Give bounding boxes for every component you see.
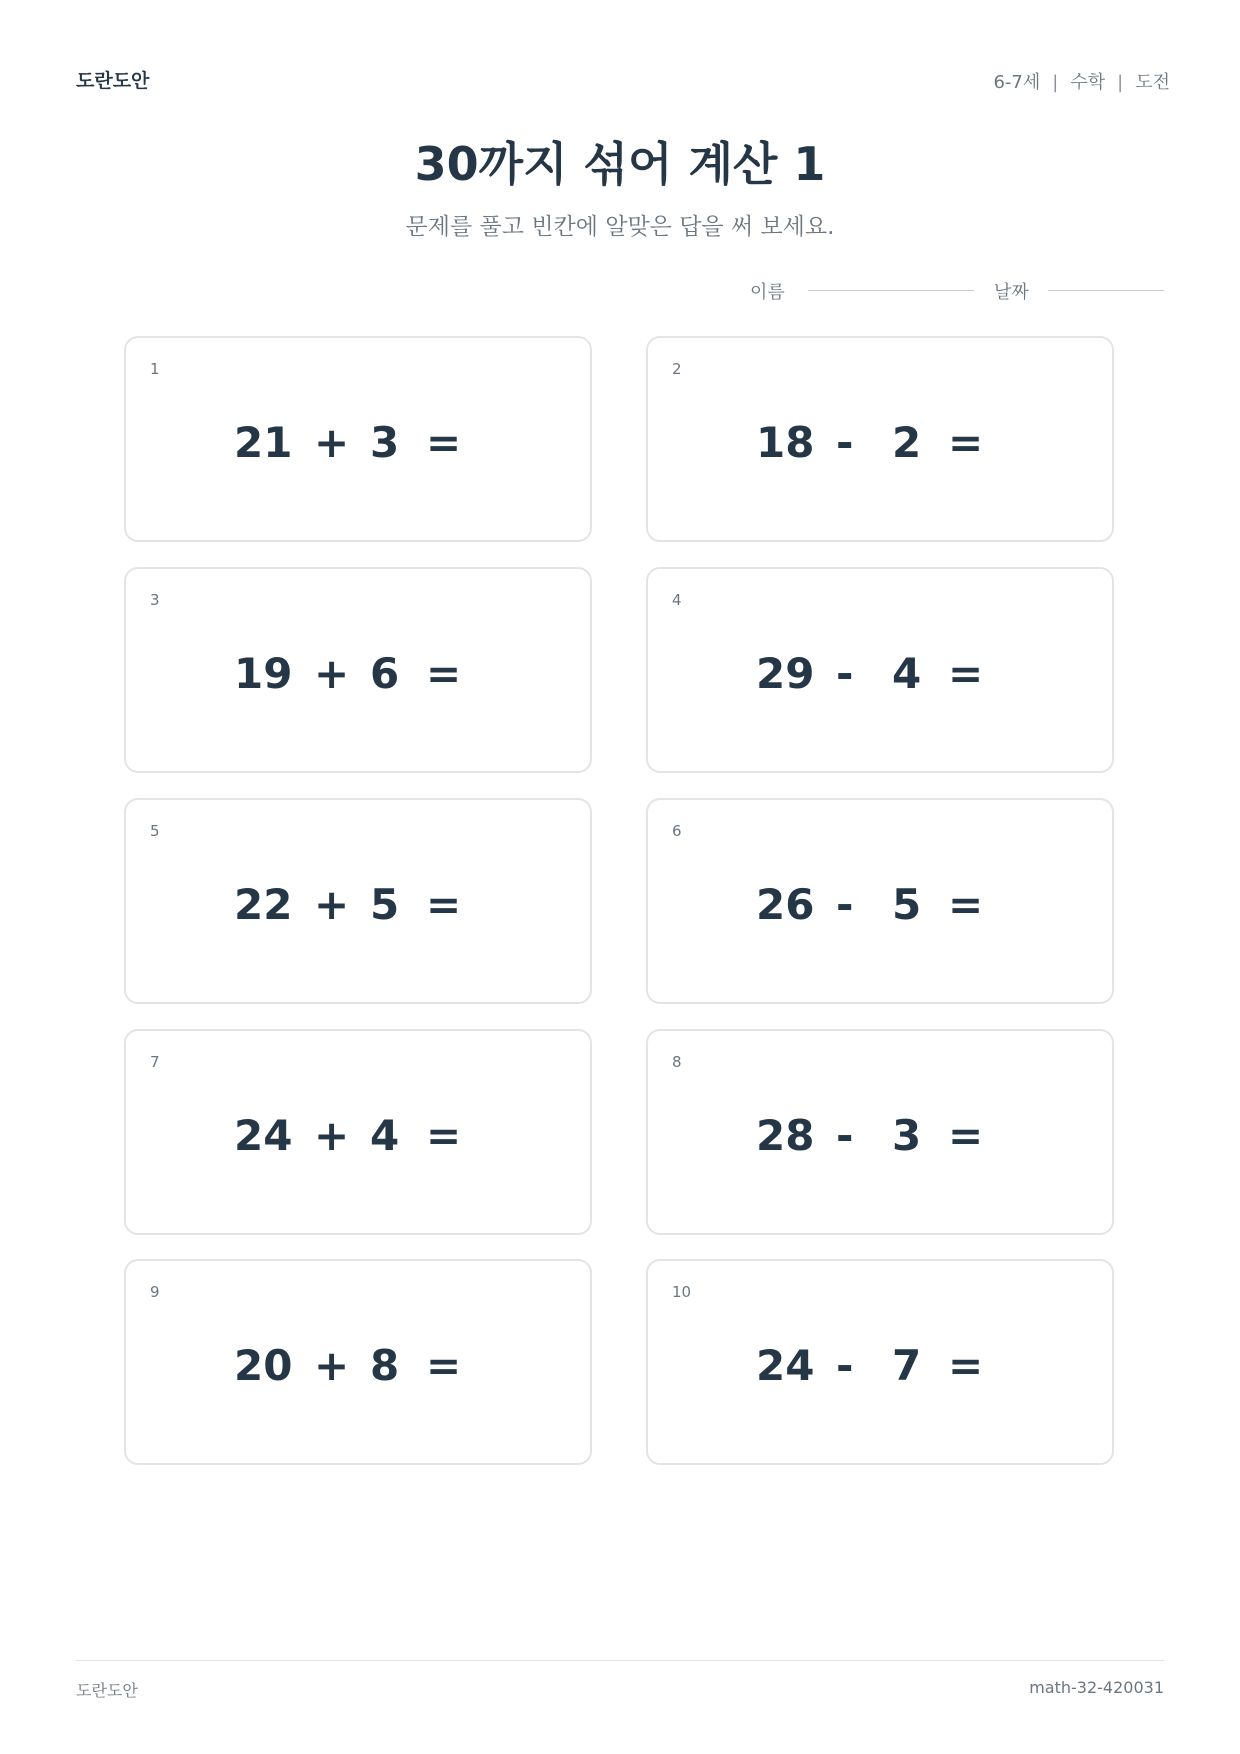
problem-number: 6 (672, 822, 682, 840)
equals-sign: = (948, 418, 984, 467)
subject-label: 수학 (1070, 72, 1106, 93)
operator: + (314, 1111, 350, 1160)
first-operand: 18 (756, 418, 815, 467)
second-operand: 3 (370, 418, 400, 467)
problem-number: 4 (672, 591, 682, 609)
equals-sign: = (426, 418, 462, 467)
first-operand: 29 (756, 649, 815, 698)
date-label: 날짜 (994, 282, 1029, 303)
first-operand: 24 (234, 1111, 293, 1160)
equals-sign: = (948, 1341, 984, 1390)
second-operand: 5 (892, 880, 922, 929)
problem-card (124, 1029, 592, 1235)
operator: - (836, 880, 854, 929)
operator: - (836, 1341, 854, 1390)
problem-card (124, 1259, 592, 1465)
brand-logo-text: 도란도안 (76, 70, 150, 92)
operator: + (314, 1341, 350, 1390)
problem-card (646, 1259, 1114, 1465)
answer-blank[interactable] (466, 1345, 556, 1389)
page-title: 30까지 섞어 계산 1 (414, 137, 826, 191)
age-label: 6-7세 (993, 72, 1041, 93)
answer-blank[interactable] (988, 1345, 1078, 1389)
first-operand: 24 (756, 1341, 815, 1390)
operator: + (314, 880, 350, 929)
meta-separator: | (1052, 72, 1059, 93)
first-operand: 22 (234, 880, 293, 929)
equals-sign: = (948, 1111, 984, 1160)
answer-blank[interactable] (988, 653, 1078, 697)
second-operand: 4 (370, 1111, 400, 1160)
second-operand: 7 (892, 1341, 922, 1390)
name-field[interactable] (808, 290, 974, 291)
problem-number: 2 (672, 360, 682, 378)
first-operand: 19 (234, 649, 293, 698)
second-operand: 2 (892, 418, 922, 467)
answer-blank[interactable] (466, 884, 556, 928)
equals-sign: = (948, 880, 984, 929)
equals-sign: = (426, 649, 462, 698)
problem-card (124, 567, 592, 773)
equals-sign: = (948, 649, 984, 698)
date-field[interactable] (1048, 290, 1164, 291)
second-operand: 5 (370, 880, 400, 929)
answer-blank[interactable] (466, 1115, 556, 1159)
answer-blank[interactable] (988, 884, 1078, 928)
answer-blank[interactable] (988, 422, 1078, 466)
problem-number: 9 (150, 1283, 160, 1301)
answer-blank[interactable] (466, 653, 556, 697)
problem-number: 1 (150, 360, 160, 378)
worksheet-code: math-32-420031 (1029, 1678, 1164, 1697)
equals-sign: = (426, 880, 462, 929)
name-label: 이름 (750, 282, 785, 303)
second-operand: 4 (892, 649, 922, 698)
problem-number: 3 (150, 591, 160, 609)
problem-number: 10 (672, 1283, 692, 1301)
second-operand: 8 (370, 1341, 400, 1390)
problem-card (646, 1029, 1114, 1235)
second-operand: 6 (370, 649, 400, 698)
first-operand: 26 (756, 880, 815, 929)
operator: + (314, 418, 350, 467)
problem-number: 8 (672, 1053, 682, 1071)
problem-number: 7 (150, 1053, 160, 1071)
second-operand: 3 (892, 1111, 922, 1160)
instructions: 문제를 풀고 빈칸에 알맞은 답을 써 보세요. (405, 214, 835, 240)
meta-separator: | (1117, 72, 1124, 93)
first-operand: 20 (234, 1341, 293, 1390)
operator: - (836, 649, 854, 698)
worksheet-meta (993, 68, 1170, 94)
answer-blank[interactable] (988, 1115, 1078, 1159)
problem-card (646, 567, 1114, 773)
equals-sign: = (426, 1341, 462, 1390)
first-operand: 21 (234, 418, 293, 467)
operator: + (314, 649, 350, 698)
level-label: 도전 (1135, 72, 1170, 93)
problem-card (646, 798, 1114, 1004)
footer-brand: 도란도안 (76, 1681, 138, 1700)
problem-number: 5 (150, 822, 160, 840)
answer-blank[interactable] (466, 422, 556, 466)
equals-sign: = (426, 1111, 462, 1160)
problem-card (646, 336, 1114, 542)
first-operand: 28 (756, 1111, 815, 1160)
problem-card (124, 798, 592, 1004)
footer-divider (76, 1660, 1164, 1661)
operator: - (836, 1111, 854, 1160)
problem-card (124, 336, 592, 542)
operator: - (836, 418, 854, 467)
